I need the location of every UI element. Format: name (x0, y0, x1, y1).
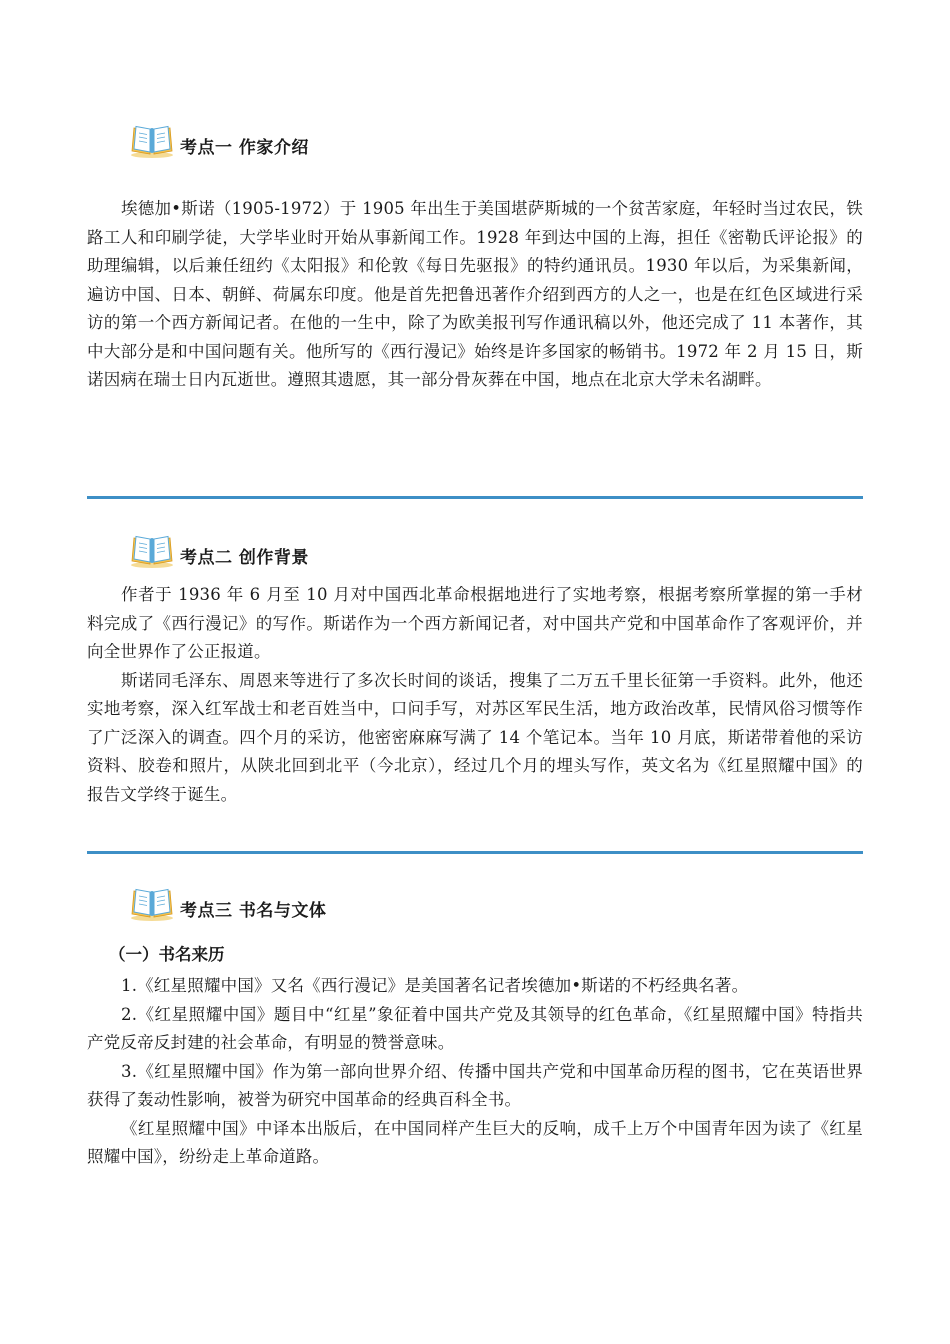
section-heading (87, 535, 863, 575)
section-title: 考点三 书名与文体 (180, 901, 327, 921)
section-heading (87, 125, 863, 165)
open-book-icon (129, 888, 175, 922)
paragraph: 埃德加•斯诺（1905-1972）于 1905 年出生于美国堪萨斯城的一个贫苦家庭，年轻时当过农民，铁路工人和印刷学徒，大学毕业时开始从事新闻工作。1928 年到达中国的上海，担任《密勒氏评论报》的助理编辑，以后兼任纽约《太阳报》和伦敦《每日先驱报》的特约通讯员。1930 年以后，为采集新闻，遍访中国、日本、朝鲜、荷属东印度。他是首先把鲁迅著作介绍到西方的人之一，也是在红色区域进行采访的第一个西方新闻记者。在他的一生中，除了为欧美报刊写作通讯稿以外，他还完成了 11 本著作，其中大部分是和中国问题有关。他所写的《西行漫记》始终是许多国家的畅销书。1972 年 2 月 15 日，斯诺因病在瑞士日内瓦逝世。遵照其遗愿，其一部分骨灰葬在中国，地点在北京大学未名湖畔。 (87, 199, 863, 389)
section-heading (87, 888, 863, 928)
paragraph: 3.《红星照耀中国》作为第一部向世界介绍、传播中国共产党和中国革命历程的图书，它在英语世界获得了轰动性影响，被誉为研究中国革命的经典百科全书。 (87, 1061, 863, 1109)
section-divider (87, 851, 863, 854)
paragraph: 2.《红星照耀中国》题目中“红星”象征着中国共产党及其领导的红色革命，《红星照耀中国》特指共产党反帝反封建的社会革命，有明显的赞誉意味。 (87, 1004, 863, 1052)
section-author (87, 125, 863, 395)
open-book-icon (129, 125, 175, 159)
section-title-genre (87, 888, 863, 1172)
section-background (87, 535, 863, 809)
open-book-icon (129, 535, 175, 569)
section-title: 考点二 创作背景 (180, 548, 309, 568)
paragraph: 斯诺同毛泽东、周恩来等进行了多次长时间的谈话，搜集了二万五千里长征第一手资料。此外，他还实地考察，深入红军战士和老百姓当中，口问手写，对苏区军民生活，地方政治改革，民情风俗习惯等作了广泛深入的调查。四个月的采访，他密密麻麻写满了 14 个笔记本。当年 10 月底，斯诺带着他的采访资料、胶卷和照片，从陕北回到北平（今北京），经过几个月的埋头写作，英文名为《红星照耀中国》的报告文学终于诞生。 (87, 670, 863, 804)
paragraph: 《红星照耀中国》中译本出版后，在中国同样产生巨大的反响，成千上万个中国青年因为读了《红星照耀中国》，纷纷走上革命道路。 (87, 1118, 863, 1166)
paragraph: 作者于 1936 年 6 月至 10 月对中国西北革命根据地进行了实地考察，根据考察所掌握的第一手材料完成了《西行漫记》的写作。斯诺作为一个西方新闻记者，对中国共产党和中国革命作了客观评价，并向全世界作了公正报道。 (87, 585, 863, 661)
subsection-title: （一）书名来历 (109, 945, 225, 964)
section-title: 考点一 作家介绍 (180, 138, 309, 158)
paragraph: 1.《红星照耀中国》又名《西行漫记》是美国著名记者埃德加•斯诺的不朽经典名著。 (121, 976, 749, 995)
section-divider (87, 496, 863, 499)
